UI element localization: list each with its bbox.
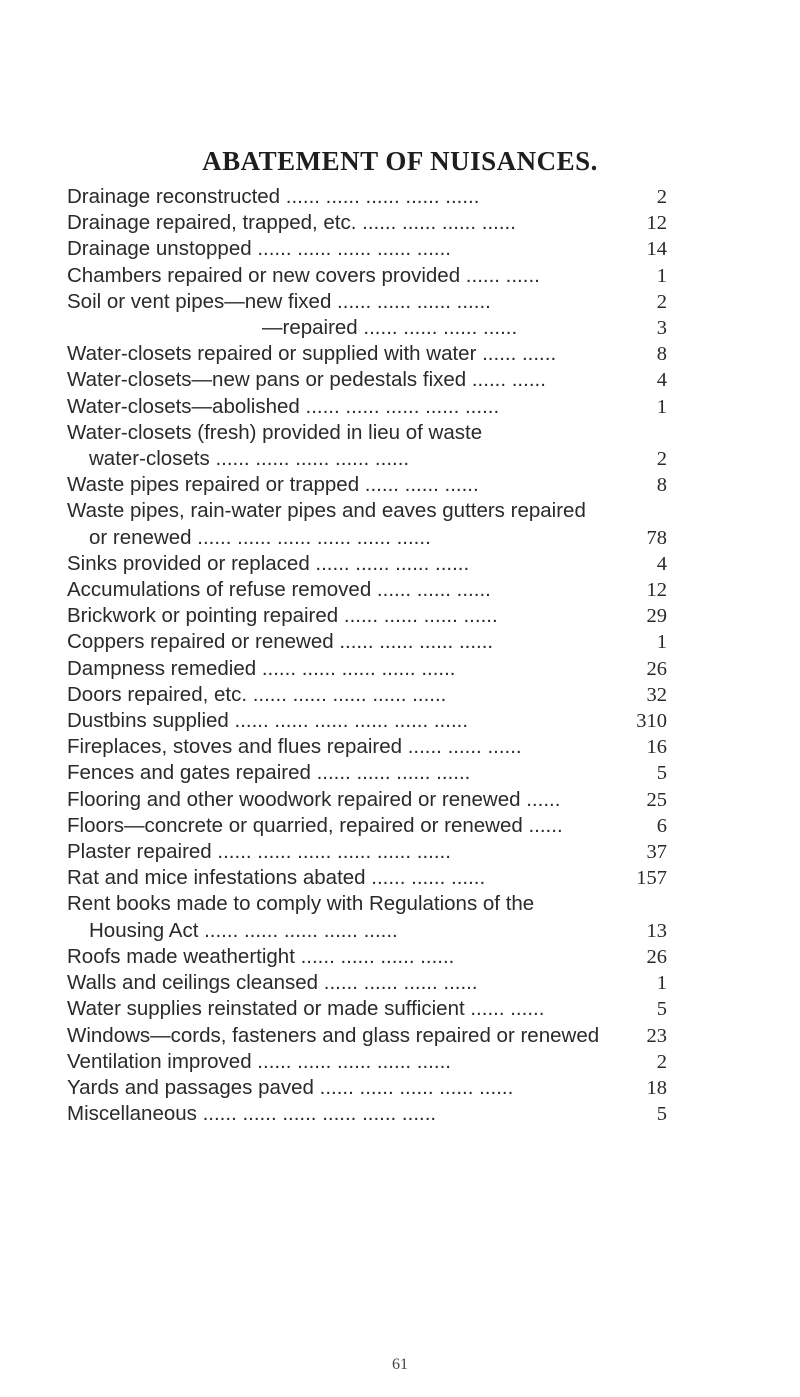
- item-count: 8: [656, 474, 667, 497]
- item-label: Housing Act ...... ...... ...... ...... ......: [89, 918, 398, 942]
- item-label: Roofs made weathertight ...... ...... ...... ......: [67, 944, 455, 968]
- list-item: [67, 1101, 667, 1127]
- list-item: [67, 682, 667, 708]
- item-count: 1: [656, 395, 667, 418]
- item-count: 5: [656, 998, 667, 1021]
- list-item: [67, 656, 667, 682]
- item-label: Drainage unstopped ...... ...... ...... ...... ......: [67, 237, 451, 261]
- list-item: [67, 472, 667, 498]
- item-label: Soil or vent pipes—new fixed ...... ...... ...... ......: [67, 289, 491, 313]
- item-label: Sinks provided or replaced ...... ...... ...... ......: [67, 551, 470, 575]
- list-item: [67, 996, 667, 1022]
- item-label: Plaster repaired ...... ...... ...... ...... ...... ......: [67, 840, 451, 864]
- list-item: [67, 760, 667, 786]
- item-label: Accumulations of refuse removed ...... ...... ......: [67, 578, 491, 602]
- list-item: [67, 420, 667, 446]
- list-item: [67, 525, 667, 551]
- list-item: [67, 891, 667, 917]
- list-item: [67, 944, 667, 970]
- list-item: [67, 865, 667, 891]
- list-item: [67, 970, 667, 996]
- item-label: Water-closets—abolished ...... ...... ...... ...... ......: [67, 394, 500, 418]
- item-label: Dustbins supplied ...... ...... ...... ...... ...... ......: [67, 709, 469, 733]
- item-label: Flooring and other woodwork repaired or renewed ......: [67, 787, 561, 811]
- list-item: [67, 787, 667, 813]
- item-label: Water-closets (fresh) provided in lieu of waste: [67, 420, 483, 444]
- item-count: 12: [646, 212, 667, 235]
- item-label: Floors—concrete or quarried, repaired or renewed ......: [67, 813, 563, 837]
- item-count: 18: [646, 1076, 667, 1099]
- list-item: [67, 551, 667, 577]
- item-label: Walls and ceilings cleansed ...... ...... ...... ......: [67, 971, 478, 995]
- item-count: 2: [656, 290, 667, 313]
- item-label: Ventilation improved ...... ...... ...... ...... ......: [67, 1049, 451, 1073]
- item-count: 26: [646, 657, 667, 680]
- page-title: ABATEMENT OF NUISANCES.: [202, 146, 598, 176]
- item-label: Fences and gates repaired ...... ...... ...... ......: [67, 761, 471, 785]
- item-label: Waste pipes repaired or trapped ...... ...... ......: [67, 473, 479, 497]
- list-item: [67, 734, 667, 760]
- page-number: 61: [392, 1356, 408, 1373]
- item-label: Drainage reconstructed ...... ...... ...... ...... ......: [67, 185, 480, 208]
- list-item: [67, 603, 667, 629]
- item-count: 26: [646, 945, 667, 968]
- item-count: 4: [656, 552, 667, 575]
- list-item: [67, 263, 667, 289]
- item-label: Waste pipes, rain-water pipes and eaves gutters repaired: [67, 499, 586, 523]
- item-count: 1: [656, 264, 667, 287]
- item-count: 78: [646, 526, 667, 549]
- item-count: 310: [636, 710, 667, 733]
- item-label: Water supplies reinstated or made sufficient ...... ......: [67, 997, 545, 1021]
- item-count: 5: [656, 762, 667, 785]
- list-item: [67, 839, 667, 865]
- item-label: Dampness remedied ...... ...... ...... ...... ......: [67, 656, 456, 680]
- list-item: [67, 446, 667, 472]
- list-item: [67, 1075, 667, 1101]
- item-count: 16: [646, 736, 667, 759]
- item-label: Windows—cords, fasteners and glass repaired or renewed: [67, 1023, 600, 1047]
- list-item: [67, 184, 667, 210]
- item-count: 1: [656, 972, 667, 995]
- item-label: Rat and mice infestations abated ...... ...... ......: [67, 866, 486, 890]
- item-label: Doors repaired, etc. ...... ...... ...... ...... ......: [67, 682, 447, 706]
- item-count: 25: [646, 788, 667, 811]
- item-count: 23: [646, 1024, 667, 1047]
- list-item: [67, 236, 667, 262]
- item-count: 8: [656, 343, 667, 366]
- item-label: Miscellaneous ...... ...... ...... ...... ...... ......: [67, 1102, 437, 1126]
- list-item: [67, 918, 667, 944]
- item-label: Rent books made to comply with Regulations of the: [67, 892, 535, 916]
- item-label: Yards and passages paved ...... ...... ...... ...... ......: [67, 1075, 514, 1099]
- list-item: [67, 813, 667, 839]
- item-count: 2: [656, 1050, 667, 1073]
- item-count: 2: [656, 186, 667, 208]
- list-item: [67, 210, 667, 236]
- item-label: or renewed ...... ...... ...... ...... ...... ......: [89, 525, 431, 549]
- list-item: [67, 315, 667, 341]
- list-item: [67, 498, 667, 524]
- item-count: 5: [656, 1103, 667, 1126]
- item-count: 4: [656, 369, 667, 392]
- list-item: [67, 708, 667, 734]
- item-label: Brickwork or pointing repaired ...... ...... ...... ......: [67, 604, 498, 628]
- item-count: 2: [656, 448, 667, 471]
- item-count: 32: [646, 683, 667, 706]
- list-item: [67, 629, 667, 655]
- item-count: 37: [646, 841, 667, 864]
- item-label: water-closets ...... ...... ...... ...... ......: [89, 447, 410, 471]
- item-label: Coppers repaired or renewed ...... ...... ...... ......: [67, 630, 494, 654]
- item-count: 29: [646, 605, 667, 628]
- item-label: —repaired ...... ...... ...... ......: [262, 316, 518, 340]
- item-label: Water-closets—new pans or pedestals fixed ...... ......: [67, 368, 546, 392]
- item-label: Drainage repaired, trapped, etc. ...... ...... ...... ......: [67, 211, 516, 235]
- list-item: [67, 289, 667, 315]
- item-label: Water-closets repaired or supplied with water ...... ......: [67, 342, 557, 366]
- list-item: [67, 367, 667, 393]
- item-count: 14: [646, 238, 667, 261]
- list-item: [67, 1049, 667, 1075]
- item-label: Fireplaces, stoves and flues repaired ...... ...... ......: [67, 735, 522, 759]
- item-count: 12: [646, 579, 667, 602]
- item-count: 13: [646, 919, 667, 942]
- list-item: [67, 394, 667, 420]
- item-label: Chambers repaired or new covers provided ...... ......: [67, 263, 540, 287]
- nuisance-list: [67, 184, 667, 1127]
- item-count: 3: [656, 317, 667, 340]
- item-count: 1: [656, 631, 667, 654]
- list-item: [67, 1023, 667, 1049]
- item-count: 157: [636, 867, 667, 890]
- list-item: [67, 341, 667, 367]
- list-item: [67, 577, 667, 603]
- item-count: 6: [656, 814, 667, 837]
